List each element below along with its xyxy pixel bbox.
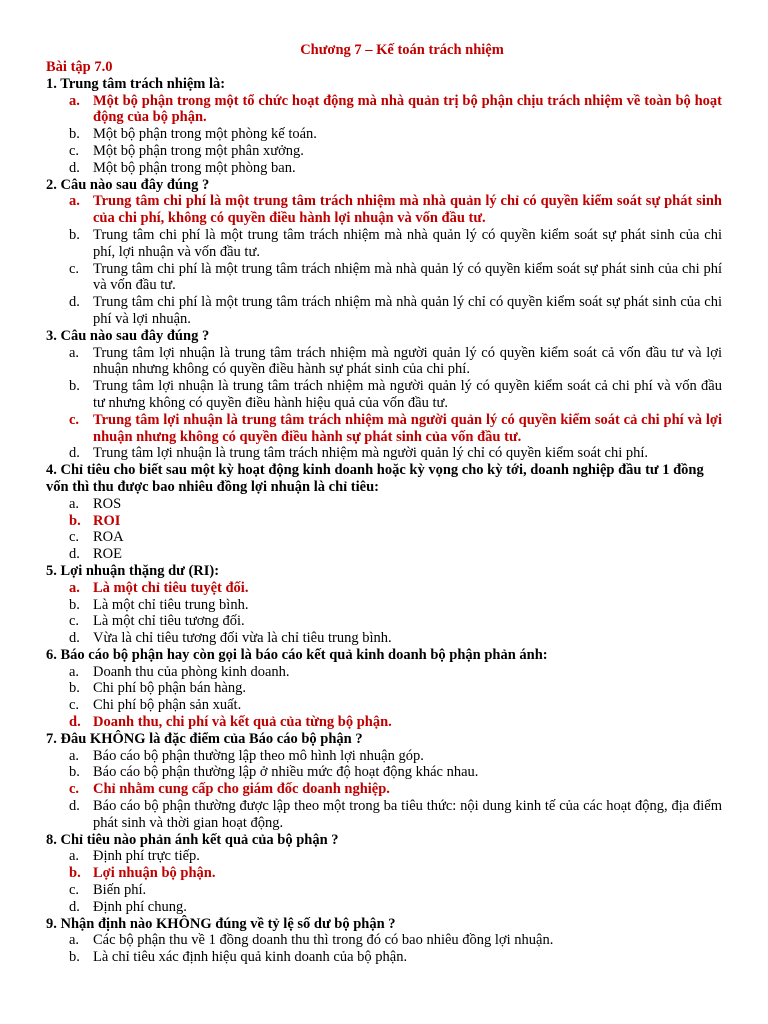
answer-option [46, 949, 722, 966]
question-3: 3. Câu nào sau đây đúng ? [46, 327, 210, 344]
option-text: ROS [93, 495, 122, 512]
option-text: Chi phí bộ phận sản xuất. [93, 697, 242, 714]
option-letter: b. [69, 126, 80, 143]
option-letter: b. [69, 680, 80, 697]
option-letter: a. [69, 747, 80, 764]
option-text: Lợi nhuận bộ phận. [93, 865, 216, 882]
option-letter: a. [69, 193, 80, 210]
option-text: Vừa là chỉ tiêu tương đối vừa là chỉ tiêu trung bình. [93, 630, 392, 647]
answer-option-correct [46, 412, 722, 446]
answer-option [46, 932, 722, 949]
answer-option [46, 597, 722, 614]
question-4: 4. Chỉ tiêu cho biết sau một kỳ hoạt động kinh doanh hoặc kỳ vọng cho kỳ tới, doanh nghiệp đầu tư 1 đồng vốn thì thu được bao nhiêu đồng lợi nhuận là chỉ tiêu: [46, 462, 704, 495]
answer-option [46, 798, 722, 832]
answer-option [46, 848, 722, 865]
option-text: Trung tâm lợi nhuận là trung tâm trách nhiệm mà người quản lý có quyền kiểm soát cả vốn đầu tư và lợi nhuận nhưng không có quyền điều hành sự phát sinh của chi phí. [93, 344, 722, 378]
answer-option [46, 697, 722, 714]
option-letter: d. [69, 714, 81, 731]
option-text: Biến phí. [93, 882, 147, 899]
option-letter: d. [69, 898, 80, 915]
option-text: Là một chỉ tiêu tuyệt đối. [93, 579, 249, 596]
option-letter: b. [69, 865, 81, 882]
answer-option [46, 143, 722, 160]
option-letter: a. [69, 495, 80, 512]
question-5: 5. Lợi nhuận thặng dư (RI): [46, 562, 220, 579]
option-text: Trung tâm chi phí là một trung tâm trách nhiệm mà nhà quản lý chỉ có quyền kiểm soát sự phát sinh của chi phí, không có quyền điều hành lợi nhuận và vốn đầu tư. [93, 193, 722, 227]
option-letter: d. [69, 294, 80, 311]
option-letter: b. [69, 226, 80, 243]
option-letter: a. [69, 92, 80, 109]
option-text: Chỉ nhằm cung cấp cho giám đốc doanh nghiệp. [93, 781, 390, 798]
answer-option [46, 546, 722, 563]
answer-option [46, 748, 722, 765]
question-list [46, 76, 722, 966]
section-title: Bài tập 7.0 [46, 59, 113, 75]
option-letter: a. [69, 848, 80, 865]
question-1: 1. Trung tâm trách nhiệm là: [46, 75, 226, 92]
answer-option [46, 294, 722, 328]
option-letter: b. [69, 764, 80, 781]
option-text: Doanh thu của phòng kinh doanh. [93, 663, 290, 680]
answer-option [46, 227, 722, 261]
option-text: ROI [93, 512, 121, 529]
option-text: Trung tâm chi phí là một trung tâm trách nhiệm mà nhà quản lý có quyền kiểm soát sự phát sinh của chi phí, lợi nhuận và vốn đầu tư. [93, 226, 722, 260]
answer-option [46, 126, 722, 143]
option-letter: c. [69, 411, 80, 428]
answer-option [46, 882, 722, 899]
answer-option [46, 764, 722, 781]
question-8: 8. Chỉ tiêu nào phản ánh kết quả của bộ phận ? [46, 831, 339, 848]
option-letter: a. [69, 932, 80, 949]
option-letter: a. [69, 344, 80, 361]
option-letter: c. [69, 529, 80, 546]
option-letter: c. [69, 697, 80, 714]
option-text: Trung tâm lợi nhuận là trung tâm trách nhiệm mà người quản lý chỉ có quyền kiểm soát chi phí. [93, 445, 649, 462]
option-letter: b. [69, 378, 80, 395]
option-text: Một bộ phận trong một phân xưởng. [93, 142, 304, 159]
option-text: Định phí chung. [93, 898, 187, 915]
answer-option [46, 899, 722, 916]
option-letter: c. [69, 142, 80, 159]
question-6: 6. Báo cáo bộ phận hay còn gọi là báo cáo kết quả kinh doanh bộ phận phản ánh: [46, 646, 548, 663]
option-letter: c. [69, 781, 80, 798]
option-letter: b. [69, 596, 80, 613]
option-text: Các bộ phận thu về 1 đồng doanh thu thì trong đó có bao nhiêu đồng lợi nhuận. [93, 932, 554, 949]
answer-option-correct [46, 865, 722, 882]
answer-option-correct [46, 714, 722, 731]
answer-option-correct [46, 580, 722, 597]
answer-option [46, 680, 722, 697]
answer-option [46, 630, 722, 647]
option-text: Là một chỉ tiêu tương đối. [93, 613, 245, 630]
question-9: 9. Nhận định nào KHÔNG đúng về tỷ lệ số dư bộ phận ? [46, 915, 396, 932]
option-text: Chi phí bộ phận bán hàng. [93, 680, 247, 697]
option-text: ROE [93, 546, 122, 563]
option-text: Báo cáo bộ phận thường lập ở nhiều mức độ hoạt động khác nhau. [93, 764, 479, 781]
chapter-title: Chương 7 – Kế toán trách nhiệm [300, 42, 504, 58]
answer-option [46, 345, 722, 379]
option-text: Một bộ phận trong một phòng ban. [93, 159, 296, 176]
answer-option-correct [46, 513, 722, 530]
option-text: Định phí trực tiếp. [93, 848, 200, 865]
option-letter: d. [69, 630, 80, 647]
answer-option [46, 613, 722, 630]
option-text: Trung tâm lợi nhuận là trung tâm trách nhiệm mà người quản lý có quyền kiểm soát cả chi phí và lợi nhuận nhưng không có quyền điều hành sự phát sinh của vốn đầu tư. [93, 411, 722, 445]
option-letter: b. [69, 512, 81, 529]
option-letter: c. [69, 613, 80, 630]
question-2: 2. Câu nào sau đây đúng ? [46, 176, 210, 193]
option-text: Báo cáo bộ phận thường được lập theo một trong ba tiêu thức: nội dung kinh tế của các hoạt động, địa điểm phát sinh và thời gian hoạt động. [93, 798, 722, 831]
answer-option [46, 378, 722, 412]
option-letter: b. [69, 949, 80, 966]
answer-option [46, 445, 722, 462]
option-letter: a. [69, 579, 80, 596]
option-text: Một bộ phận trong một tổ chức hoạt động mà nhà quản trị bộ phận chịu trách nhiệm về toàn bộ hoạt động của bộ phận. [93, 92, 722, 126]
option-text: Là một chỉ tiêu trung bình. [93, 596, 249, 613]
answer-option-correct [46, 193, 722, 227]
option-text: Trung tâm chi phí là một trung tâm trách nhiệm mà nhà quản lý chỉ có quyền kiểm soát sự phát sinh của chi phí và lợi nhuận. [93, 294, 722, 327]
document-content [46, 59, 722, 966]
answer-option [46, 664, 722, 681]
option-letter: d. [69, 546, 80, 563]
option-text: Báo cáo bộ phận thường lập theo mô hình lợi nhuận góp. [93, 747, 424, 764]
option-letter: d. [69, 159, 80, 176]
answer-option [46, 261, 722, 295]
answer-option-correct [46, 781, 722, 798]
answer-option [46, 160, 722, 177]
question-7: 7. Đâu KHÔNG là đặc điểm của Báo cáo bộ phận ? [46, 730, 363, 747]
option-letter: d. [69, 445, 80, 462]
answer-option-correct [46, 93, 722, 127]
option-text: Trung tâm chi phí là một trung tâm trách nhiệm mà nhà quản lý có quyền kiểm soát sự phát sinh của chi phí và vốn đầu tư. [93, 260, 722, 294]
answer-option [46, 496, 722, 513]
option-text: Trung tâm lợi nhuận là trung tâm trách nhiệm mà người quản lý có quyền kiểm soát cả chi phí và vốn đầu tư nhưng không có quyền điều hành hiệu quả của vốn đầu tư. [93, 378, 722, 411]
option-letter: c. [69, 882, 80, 899]
option-text: Là chỉ tiêu xác định hiệu quả kinh doanh của bộ phận. [93, 949, 408, 966]
option-text: ROA [93, 529, 124, 546]
option-letter: a. [69, 663, 80, 680]
option-letter: c. [69, 260, 80, 277]
option-letter: d. [69, 798, 80, 815]
option-text: Doanh thu, chi phí và kết quả của từng bộ phận. [93, 714, 392, 731]
option-text: Một bộ phận trong một phòng kế toán. [93, 126, 317, 143]
answer-option [46, 529, 722, 546]
